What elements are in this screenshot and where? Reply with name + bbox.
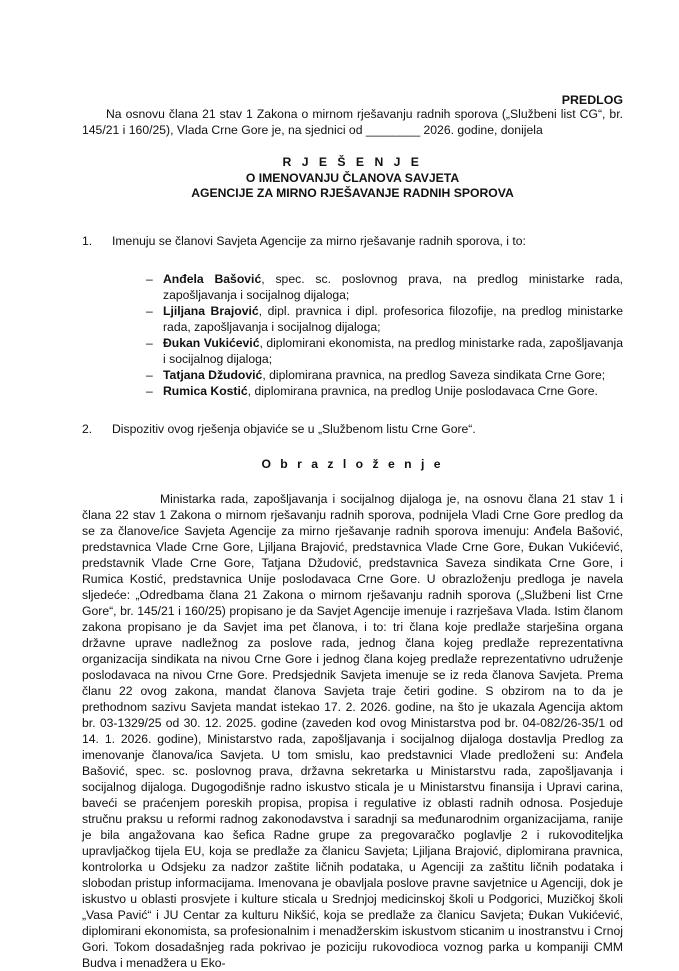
item-text: Dispozitiv ovog rješenja objaviće se u „Službenom listu Crne Gore“. — [112, 421, 476, 436]
item-text: Imenuju se članovi Savjeta Agencije za mirno rješavanje radnih sporova, i to: — [112, 233, 526, 248]
dash-bullet: – — [146, 271, 153, 286]
member-item — [146, 335, 623, 367]
member-description: , diplomirana pravnica, na predlog Saveza sindikata Crne Gore; — [262, 367, 606, 382]
dash-bullet: – — [146, 335, 153, 350]
decision-title — [82, 155, 623, 202]
item-number: 1. — [82, 233, 93, 248]
member-name: Ljiljana Brajović — [163, 303, 259, 318]
member-description: , diplomirana pravnica, na predlog Unije poslodavaca Crne Gore. — [247, 383, 598, 398]
member-description: , diplomirani ekonomista, na predlog ministarke rada, zapošljavanja i socijalnog dijaloga; — [163, 335, 624, 366]
decision-title-line3: AGENCIJE ZA MIRNO RJEŠAVANJE RADNIH SPOROVA — [191, 186, 514, 200]
item-number: 2. — [82, 421, 93, 436]
member-name: Anđela Bašović — [163, 271, 262, 286]
member-item — [146, 367, 623, 383]
member-description: , spec. sc. poslovnog prava, na predlog ministarke rada, zapošljavanja i socijalnog dijaloga; — [163, 271, 623, 302]
decision-title-line2: O IMENOVANJU ČLANOVA SAVJETA — [245, 170, 460, 185]
reasoning-body — [82, 491, 623, 971]
dash-bullet: – — [146, 303, 153, 318]
member-name: Đukan Vukićević — [163, 335, 260, 350]
dispositive-list — [82, 233, 623, 437]
member-item — [146, 271, 623, 303]
dash-bullet: – — [146, 367, 153, 382]
predlog-label: PREDLOG — [561, 93, 623, 107]
member-name: Rumica Kostić — [163, 383, 248, 398]
intro-paragraph: Na osnovu člana 21 stav 1 Zakona o mirnom rješavanju radnih sporova („Službeni list CG“, br. 145/21 i 160/25), Vlada Crne Gore je, na sjednici od ________ 2026. godine, donijela — [82, 107, 623, 137]
member-name: Tatjana Džudović — [163, 367, 263, 382]
member-item — [146, 383, 623, 399]
member-description: , dipl. pravnica i dipl. profesorica filozofije, na predlog ministarke rada, zapošljavanja i socijalnog dijaloga; — [163, 303, 623, 334]
dash-bullet: – — [146, 383, 153, 398]
reasoning-paragraph: Ministarka rada, zapošljavanja i socijalnog dijaloga je, na osnovu člana 21 stav 1 i člana 22 stav 1 Zakona o mirnom rješavanju radnih sporova, podnijela Vladi Crne Gore predlog da se za članove/ice Savjeta Agencije za mirno rješavanje radnih sporova imenuju: Anđela Bašović, predstavnica Vlade Crne Gore, Ljiljana Brajović, predstavnica Vlade Crne Gore, Đukan Vukićević, predstavnik Vlade Crne Gore, Tatjana Džudović, predstavnica Saveza sindikata Crne Gore, i Rumica Kostić, predstavnica Unije poslodavaca Crne Gore. U obrazloženju predloga je navela sljedeće: „Odredbama člana 21 Zakona o mirnom rješavanju radnih sporova („Službeni list Crne Gore“, br. 145/21 i 160/25) propisano je da Savjet Agencije imenuje i razrješava Vlada. Istim članom zakona propisano je da Savjet ima pet članova, i to: tri člana koje predlaže starješina organa državne uprave nadležnog za poslove rada, jednog člana kojeg predlaže reprezentativna organizacija sindikata na nivou Crne Gore i jednog člana kojeg predlaže reprezentativno udruženje poslodavaca na nivou Crne Gore. Predsjednik Savjeta imenuje se iz reda članova Savjeta. Prema članu 22 ovog zakona, mandat članova Savjeta traje četiri godine. S obzirom na to da je prethodnom sazivu Savjeta mandat istekao 17. 2. 2026. godine, na što je ukazala Agencija aktom br. 03-1329/25 od 30. 12. 2025. godine (zaveden kod ovog Ministarstva pod br. 04-082/26-35/1 od 14. 1. 2026. godine), Ministarstvo rada, zapošljavanja i socijalnog dijaloga dostavlja Predlog za imenovanje članova/ica Savjeta. U tom smislu, kao predstavnici Vlade predloženi su: Anđela Bašović, spec. sc. poslovnog prava, državna sekretarka u Ministarstvu rada, zapošljavanja i socijalnog dijaloga. Dugogodišnje radno iskustvo sticala je u Ministarstvu finansija i Upravi carina, baveći se praćenjem poreskih propisa, propisa i regulative iz oblasti radnih odnosa. Posjeduje stručnu praksu u reformi radnog zakonodavstva i saradnji sa međunarodnim organizacijama, ranije je bila angažovana kao šefica Radne grupe za pregovaračko poglavlje 2 i rukovoditeljka upravljačkog tijela EU, koja se predlaže za članicu Savjeta; Ljiljana Brajović, diplomirana pravnica, kontrolorka u Odsjeku za nadzor zaštite ličnih podataka, u Agenciji za zaštitu ličnih podataka i slobodan pristup informacijama. Imenovana je obavljala poslove pravne savjetnice u Agenciji, dok je iskustvo u oblasti prosvjete i kulture sticala u Srednjoj medicinskoj školi u Podgorici, Muzičkoj školi „Vasa Pavić“ i JU Centar za kulturu Nikšić, koja se predlaže za članicu Savjeta; Đukan Vukićević, diplomirani ekonomista, sa profesionalnim i menadžerskim iskustvom sticanim u inostranstvu i Crnoj Gori. Tokom dosadašnjeg rada pokrivao je poziciju rukovodioca voznog parka u kompaniji CMM Budva i menadžera u Eko- — [82, 491, 623, 970]
reasoning-title: O b r a z l o ž e n j e — [261, 456, 444, 471]
member-item — [146, 303, 623, 335]
decision-title-line1: R J E Š E N J E — [282, 155, 423, 169]
dispositive-item-1 — [82, 233, 623, 399]
members-list — [112, 271, 623, 399]
dispositive-item-2 — [82, 421, 623, 437]
